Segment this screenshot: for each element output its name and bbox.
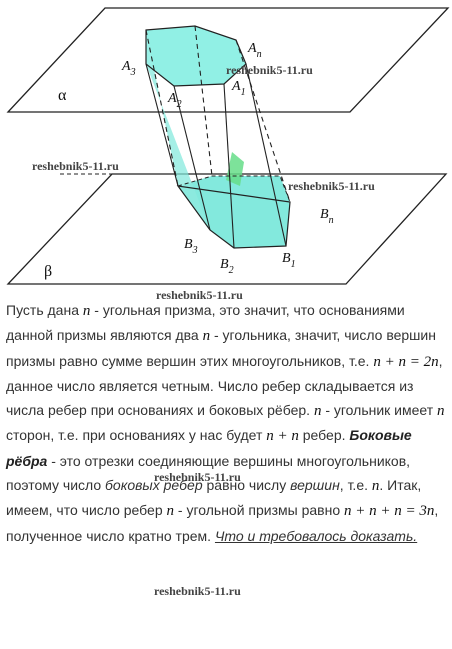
watermark: reshebnik5-11.ru	[32, 159, 119, 173]
label-A2: $A_2$	[168, 91, 182, 110]
watermark: reshebnik5-11.ru	[154, 470, 241, 484]
math-n: n	[313, 403, 322, 420]
term-lateral-edges-count: боковых ребер	[105, 477, 203, 494]
label-A1: $A_1$	[232, 79, 246, 98]
conclusion-qed: Что и требовалось доказать.	[214, 527, 418, 544]
math-edges-equation: n + n + n = 3n	[344, 503, 435, 520]
watermark: reshebnik5-11.ru	[226, 63, 313, 77]
label-B3: $B_3$	[184, 237, 198, 256]
term-vertices: вершин	[290, 477, 340, 494]
label-B2: $B_2$	[220, 257, 234, 276]
math-n: n	[166, 503, 175, 520]
term-lateral-edges: Боковые рёбра	[6, 427, 412, 469]
prism-figure	[0, 0, 452, 290]
math-n: n	[82, 303, 91, 319]
watermark: reshebnik5-11.ru	[288, 179, 375, 193]
proof-text: Пусть дана n - угольная призма, это значит, что основаниями данной призмы являются два n - угольника, значит, число вершин призмы равно сумме вершин этих многоугольников, т.е. n + n = 2n, данное число является четным. Число ребер складывается из числа ребер при основаниях и боковых рёбер. n - угольник имеет n сторон, т.е. при основаниях у нас будет n + n ребер. Боковые рёбра - это отрезки соединяющие вершины многоугольников, поэтому число боковых ребер равно числу вершин, т.е. n. Итак, имеем, что число ребер n - угольной призмы равно n + n + n = 3n, полученное число кратно трем. Что и требовалось доказать.	[6, 302, 445, 544]
math-vertices-equation: n + n = 2n	[373, 353, 439, 370]
label-A3: $A_3$	[122, 59, 136, 78]
plane-beta-label: β	[44, 263, 53, 280]
math-n: n	[437, 403, 445, 420]
label-B1: $B_1$	[282, 251, 296, 270]
math-n: n	[202, 328, 211, 345]
label-An: $A_n$	[248, 41, 262, 60]
plane-alpha-label: α	[58, 87, 67, 104]
math-n: n	[371, 478, 380, 495]
label-Bn: $B_n$	[320, 207, 334, 226]
watermark: reshebnik5-11.ru	[154, 584, 241, 598]
math-base-edges: n + n	[266, 428, 299, 445]
watermark: reshebnik5-11.ru	[156, 288, 243, 302]
